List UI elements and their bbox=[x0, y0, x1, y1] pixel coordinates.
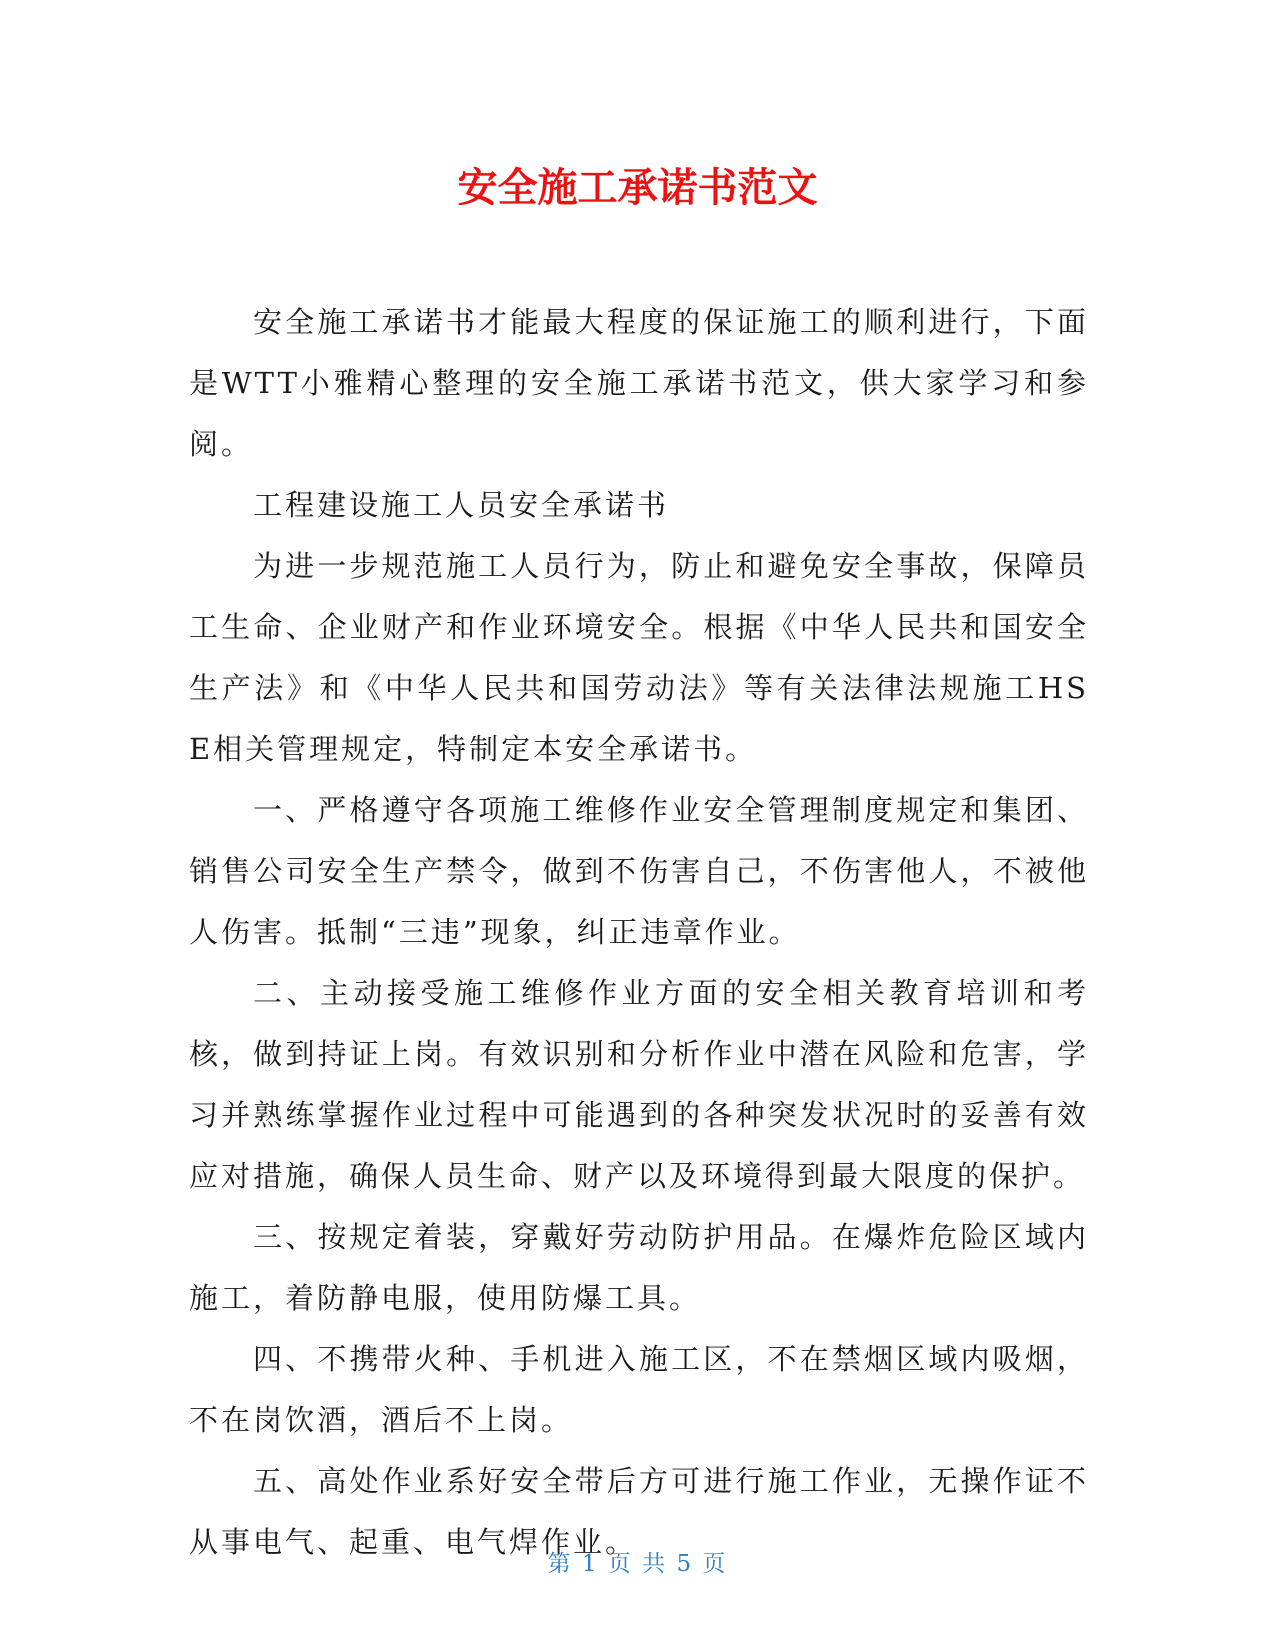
section-heading: 工程建设施工人员安全承诺书 bbox=[253, 488, 670, 522]
clause-2-paragraph: 二、主动接受施工维修作业方面的安全相关教育培训和考核，做到持证上岗。有效识别和分析作业中潜在风险和危害，学习并熟练掌握作业过程中可能遇到的各种突发状况时的妥善有效应对措施，确保人员生命、财产以及环境得到最大限度的保护。 bbox=[189, 976, 1089, 1193]
clause-3-paragraph: 三、按规定着装，穿戴好劳动防护用品。在爆炸危险区域内施工，着防静电服，使用防爆工具。 bbox=[189, 1220, 1089, 1315]
document-body bbox=[189, 292, 1089, 1573]
document-title: 安全施工承诺书范文 bbox=[457, 165, 818, 211]
page-number-footer: 第 1 页 共 5 页 bbox=[547, 1551, 728, 1577]
clause-4-paragraph: 四、不携带火种、手机进入施工区，不在禁烟区域内吸烟，不在岗饮酒，酒后不上岗。 bbox=[189, 1342, 1089, 1437]
intro-paragraph: 安全施工承诺书才能最大程度的保证施工的顺利进行，下面是WTT小雅精心整理的安全施工承诺书范文，供大家学习和参阅。 bbox=[189, 305, 1089, 461]
preamble-paragraph: 为进一步规范施工人员行为，防止和避免安全事故，保障员工生命、企业财产和作业环境安全。根据《中华人民共和国安全生产法》和《中华人民共和国劳动法》等有关法律法规施工HSE相关管理规定，特制定本安全承诺书。 bbox=[189, 549, 1089, 766]
clause-1-paragraph: 一、严格遵守各项施工维修作业安全管理制度规定和集团、销售公司安全生产禁令，做到不伤害自己，不伤害他人，不被他人伤害。抵制“三违”现象，纠正违章作业。 bbox=[189, 793, 1089, 949]
clause-5-paragraph: 五、高处作业系好安全带后方可进行施工作业，无操作证不从事电气、起重、电气焊作业。 bbox=[189, 1464, 1089, 1559]
